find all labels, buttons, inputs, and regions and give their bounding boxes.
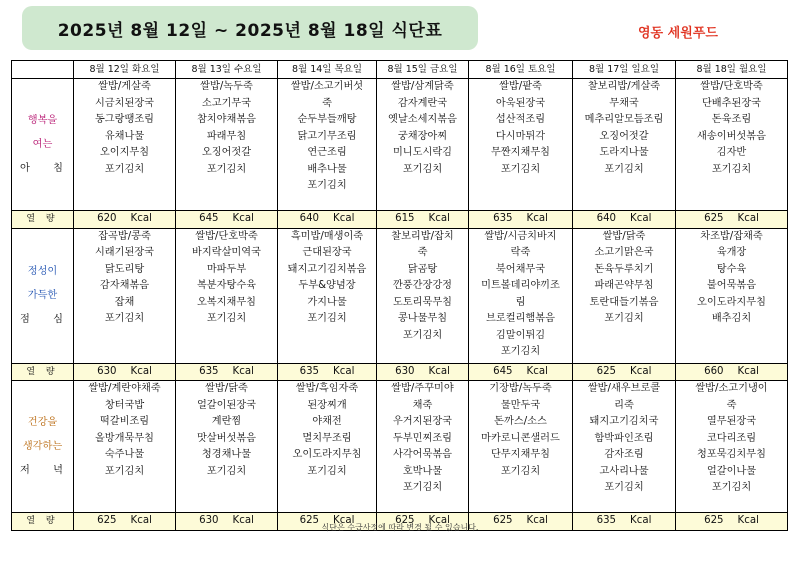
menu-cell	[573, 79, 676, 211]
kcal-unit: Kcal	[737, 365, 759, 377]
meal-row	[12, 79, 788, 211]
menu-item: 깐풍간장강정	[392, 280, 453, 291]
kcal-value: 635	[199, 365, 219, 377]
menu-table	[11, 60, 788, 531]
kcal-unit: Kcal	[130, 515, 152, 526]
menu-item: 닭곰탕	[407, 263, 438, 275]
menu-item: 죽	[417, 247, 428, 258]
menu-item: 계란찜	[211, 416, 242, 427]
meal-label-line: 행복을	[27, 114, 58, 126]
menu-item: 마카로니콘샐러드	[481, 432, 560, 444]
menu-item: 무짠지채무침	[490, 147, 551, 158]
menu-item: 채죽	[412, 399, 433, 411]
menu-cell	[676, 381, 788, 513]
menu-item: 배추김치	[711, 313, 752, 324]
kcal-value: 640	[299, 213, 320, 224]
kcal-value: 615	[395, 213, 415, 224]
kcal-unit: Kcal	[232, 515, 254, 526]
kcal-value: 625	[299, 515, 320, 526]
menu-item: 함박파인조림	[594, 432, 654, 444]
menu-item: 육개장	[716, 247, 747, 258]
menu-item: 새송이버섯볶음	[697, 130, 766, 142]
menu-item: 쌀밥/계란야채죽	[88, 383, 161, 394]
kcal-value: 640	[596, 213, 617, 224]
menu-item: 락죽	[510, 247, 531, 258]
kcal-value: 635	[493, 213, 513, 224]
menu-item: 동그랑땡조림	[94, 114, 155, 125]
kcal-value: 625	[395, 515, 415, 526]
menu-item: 감자계란국	[397, 97, 448, 109]
menu-item: 잡곡밥/콩죽	[98, 230, 151, 242]
day-header: 8월 15일 금요일	[377, 61, 469, 79]
menu-item: 쌀밥/팥죽	[499, 81, 542, 92]
menu-item: 단배추된장국	[701, 97, 762, 109]
menu-item: 림	[515, 296, 526, 308]
menu-item: 오이도라지무침	[292, 449, 362, 460]
kcal-cell	[176, 363, 278, 381]
menu-item: 두부민찌조림	[392, 432, 453, 444]
kcal-unit: Kcal	[333, 365, 355, 377]
meal-label-line: 건강을	[27, 416, 58, 428]
menu-item: 포기김치	[206, 465, 247, 477]
kcal-unit: Kcal	[737, 515, 759, 526]
menu-item: 포기김치	[104, 465, 145, 477]
menu-cell	[377, 381, 469, 513]
menu-item: 참치야채볶음	[196, 114, 257, 125]
menu-item: 물만두국	[500, 399, 541, 411]
menu-item: 찰보리밥/게살죽	[587, 81, 661, 92]
menu-item: 찰보리밥/잡치	[391, 230, 454, 242]
menu-item: 옛날소세지볶음	[388, 114, 457, 125]
kcal-unit: Kcal	[130, 365, 152, 377]
kcal-value: 625	[704, 515, 724, 526]
menu-item: 포기김치	[500, 465, 541, 477]
menu-item: 포기김치	[604, 313, 644, 324]
menu-item: 유채나물	[104, 130, 145, 142]
kcal-value: 630	[97, 365, 117, 377]
menu-item: 미트볼데리야끼조	[481, 280, 560, 291]
menu-item: 쌀밥/닭죽	[602, 230, 646, 242]
menu-item: 죽	[726, 399, 737, 411]
menu-cell	[573, 381, 676, 513]
day-header: 8월 17일 일요일	[573, 61, 676, 79]
menu-item: 야채전	[312, 416, 342, 427]
menu-item: 호박나물	[402, 465, 443, 477]
kcal-cell	[469, 363, 573, 381]
kcal-cell	[176, 211, 278, 229]
menu-item: 바지락살미역국	[192, 247, 261, 258]
kcal-unit: Kcal	[333, 515, 355, 526]
menu-cell	[573, 228, 676, 363]
kcal-label: 열 량	[12, 513, 74, 531]
corner-cell	[12, 61, 74, 79]
menu-item: 오징어젓갈	[599, 130, 649, 142]
menu-cell	[176, 381, 278, 513]
kcal-value: 625	[704, 213, 724, 224]
menu-item: 돼지고기김치볶음	[287, 263, 367, 275]
meal-label	[12, 381, 74, 513]
kcal-value: 620	[97, 213, 117, 224]
kcal-unit: Kcal	[130, 213, 152, 224]
menu-item: 쌀밥/단호박죽	[195, 230, 258, 242]
kcal-cell	[377, 363, 469, 381]
menu-item: 얼갈이된장국	[196, 399, 257, 411]
menu-item: 토란대들기볶음	[589, 296, 659, 308]
menu-item: 쌀밥/단호박죽	[700, 81, 763, 92]
menu-cell	[278, 381, 377, 513]
menu-item: 포기김치	[402, 329, 443, 341]
kcal-cell	[573, 211, 676, 229]
kcal-unit: Kcal	[232, 213, 254, 224]
menu-item: 우거지된장국	[392, 416, 453, 427]
menu-item: 연근조림	[307, 147, 347, 158]
kcal-value: 635	[596, 515, 617, 526]
menu-item: 브로컬리햄볶음	[486, 313, 555, 324]
menu-item: 닭고기무조림	[297, 130, 357, 142]
menu-item: 메추리알모듬조림	[584, 114, 664, 125]
menu-item: 아욱된장국	[495, 97, 546, 109]
menu-item: 기장밥/녹두죽	[489, 383, 552, 394]
menu-item: 흑미밥/매생이죽	[290, 230, 364, 242]
menu-item: 배추나물	[307, 163, 347, 175]
menu-item: 소고기무국	[201, 97, 252, 109]
kcal-value: 660	[704, 365, 724, 377]
kcal-unit: Kcal	[630, 515, 652, 526]
menu-item: 포기김치	[206, 313, 247, 324]
menu-item: 떡갈비조림	[99, 416, 150, 427]
footnote: 식단은 수급사정에 따라 변경 될 수 있습니다.	[321, 523, 479, 532]
meal-label-line: 가득한	[27, 289, 58, 301]
kcal-cell	[469, 211, 573, 229]
menu-cell	[74, 228, 176, 363]
menu-item: 김말이튀김	[495, 329, 546, 341]
meal-label-line: 아 침	[20, 162, 73, 174]
kcal-label: 열 량	[12, 211, 74, 229]
menu-item: 청포묵김치무침	[697, 449, 766, 460]
menu-item: 포기김치	[402, 163, 443, 175]
menu-item: 포기김치	[206, 163, 247, 175]
menu-item: 콩나물무침	[397, 313, 448, 324]
menu-cell	[278, 228, 377, 363]
menu-item: 숙주나물	[104, 449, 145, 460]
menu-item: 포기김치	[307, 465, 347, 477]
menu-cell	[278, 79, 377, 211]
menu-item: 올방개묵무침	[94, 432, 155, 444]
menu-item: 포기김치	[402, 482, 443, 493]
kcal-cell	[74, 211, 176, 229]
menu-cell	[74, 381, 176, 513]
menu-item: 소고기맑은국	[594, 247, 654, 258]
menu-item: 쌀밥/소고기냉이	[695, 383, 768, 394]
day-header: 8월 14일 목요일	[278, 61, 377, 79]
meal-label	[12, 228, 74, 363]
meal-label-line: 여는	[32, 138, 53, 150]
kcal-cell	[278, 363, 377, 381]
menu-item: 포기김치	[500, 163, 541, 175]
menu-item: 쌀밥/녹두죽	[200, 81, 253, 92]
kcal-label: 열 량	[12, 363, 74, 381]
menu-item: 김자반	[716, 147, 747, 158]
menu-item: 얼갈이나물	[706, 465, 757, 477]
kcal-value: 625	[493, 515, 513, 526]
menu-item: 북어채무국	[495, 263, 546, 275]
menu-item: 다시마튀각	[495, 130, 546, 142]
menu-item: 마파두부	[206, 263, 247, 275]
kcal-unit: Kcal	[428, 365, 450, 377]
day-header: 8월 13일 수요일	[176, 61, 278, 79]
menu-item: 포기김치	[307, 180, 347, 191]
menu-item: 도라지나물	[599, 147, 649, 158]
kcal-value: 645	[199, 213, 219, 224]
menu-item: 된장찌개	[307, 399, 347, 411]
menu-item: 도토리묵무침	[392, 296, 453, 308]
menu-item: 가지나물	[307, 296, 347, 308]
menu-item: 돈까스/소스	[494, 416, 547, 427]
menu-item: 포기김치	[604, 482, 644, 493]
day-header: 8월 18일 월요일	[676, 61, 788, 79]
menu-item: 포기김치	[711, 482, 752, 493]
menu-item: 리죽	[614, 399, 634, 411]
menu-item: 무채국	[609, 97, 639, 109]
menu-cell	[469, 79, 573, 211]
menu-item: 고사리나물	[599, 465, 649, 477]
kcal-cell	[573, 363, 676, 381]
menu-cell	[676, 79, 788, 211]
day-header: 8월 16일 토요일	[469, 61, 573, 79]
menu-item: 돈육조림	[711, 114, 752, 125]
menu-item: 사각어묵볶음	[392, 449, 453, 460]
kcal-value: 630	[395, 365, 415, 377]
menu-item: 쌀밥/흑임자죽	[295, 383, 359, 394]
day-header: 8월 12일 화요일	[74, 61, 176, 79]
menu-item: 궁채장아찌	[397, 130, 448, 142]
menu-item: 열무된장국	[706, 416, 757, 427]
menu-item: 오징어젓갈	[201, 147, 252, 158]
menu-item: 단무지채무침	[490, 449, 551, 460]
menu-item: 포기김치	[104, 313, 145, 324]
menu-item: 포기김치	[711, 163, 752, 175]
menu-item: 근대된장국	[302, 247, 352, 258]
menu-cell	[176, 228, 278, 363]
menu-item: 잡채	[114, 296, 135, 308]
menu-item: 쌀밥/닭죽	[205, 383, 248, 394]
kcal-unit: Kcal	[526, 515, 548, 526]
kcal-unit: Kcal	[428, 213, 450, 224]
kcal-unit: Kcal	[428, 515, 450, 526]
kcal-value: 645	[493, 365, 513, 377]
menu-item: 감자채볶음	[99, 280, 150, 291]
menu-item: 포기김치	[104, 163, 145, 175]
menu-cell	[377, 79, 469, 211]
kcal-unit: Kcal	[333, 213, 355, 224]
menu-cell	[176, 79, 278, 211]
menu-item: 쌀밥/삼계닭죽	[391, 81, 454, 92]
kcal-cell	[676, 363, 788, 381]
menu-item: 오복지채무침	[196, 296, 257, 308]
menu-item: 탕수육	[716, 263, 747, 275]
menu-cell	[469, 228, 573, 363]
menu-cell	[469, 381, 573, 513]
menu-item: 돈육두루치기	[594, 263, 654, 275]
menu-item: 쌀밥/시금치바지	[484, 230, 557, 242]
page-title: 2025년 8월 12일 ~ 2025년 8월 18일 식단표	[22, 6, 478, 50]
menu-item: 코다리조림	[706, 432, 757, 444]
kcal-value: 625	[97, 515, 117, 526]
menu-item: 쌀밥/소고기버섯	[290, 81, 364, 92]
kcal-row	[12, 211, 788, 229]
menu-item: 순두부들깨탕	[297, 114, 357, 125]
meal-label	[12, 79, 74, 211]
menu-item: 오이지무침	[99, 147, 150, 158]
menu-item: 불어묵볶음	[706, 280, 757, 291]
kcal-unit: Kcal	[737, 213, 759, 224]
kcal-cell	[676, 211, 788, 229]
menu-item: 파래무침	[206, 130, 247, 142]
kcal-unit: Kcal	[232, 365, 254, 377]
kcal-row	[12, 363, 788, 381]
menu-item: 복분자탕수육	[196, 280, 257, 291]
menu-item: 시래기된장국	[94, 247, 155, 258]
meal-label-line: 점 심	[20, 313, 73, 325]
meal-row	[12, 228, 788, 363]
menu-item: 미니도시락김	[392, 147, 453, 158]
meal-label-line: 저 녁	[20, 464, 73, 476]
menu-item: 두부&양념장	[298, 280, 356, 291]
menu-item: 돼지고기김치국	[589, 416, 659, 427]
kcal-unit: Kcal	[526, 213, 548, 224]
menu-cell	[377, 228, 469, 363]
menu-item: 맛살버섯볶음	[196, 432, 257, 444]
menu-item: 차조밥/잡채죽	[700, 230, 763, 242]
menu-item: 닭도리탕	[104, 263, 145, 275]
kcal-unit: Kcal	[630, 365, 652, 377]
menu-item: 멸치무조림	[302, 432, 352, 444]
menu-item: 오이도라지무침	[697, 296, 766, 308]
kcal-value: 625	[596, 365, 617, 377]
meal-label-line: 생각하는	[22, 440, 63, 452]
brand-name: 영동 세원푸드	[638, 26, 718, 41]
day-header-row	[12, 61, 788, 79]
menu-cell	[74, 79, 176, 211]
menu-item: 청경채나물	[201, 449, 252, 460]
menu-item: 파래곤약무침	[594, 280, 654, 291]
menu-item: 시금치된장국	[94, 97, 155, 109]
menu-item: 섭산적조림	[495, 114, 546, 125]
menu-cell	[676, 228, 788, 363]
kcal-cell	[278, 211, 377, 229]
menu-item: 쌀밥/새우브로콜	[587, 383, 661, 394]
kcal-unit: Kcal	[526, 365, 548, 377]
kcal-unit: Kcal	[630, 213, 652, 224]
menu-item: 죽	[322, 97, 332, 109]
menu-item: 쌀밥/주꾸미야	[391, 383, 454, 394]
menu-item: 포기김치	[604, 163, 644, 175]
menu-item: 포기김치	[307, 313, 347, 324]
menu-item: 쌀밥/게살죽	[98, 81, 151, 92]
menu-item: 감자조림	[604, 449, 644, 460]
kcal-cell	[377, 211, 469, 229]
menu-item: 창터국밥	[104, 399, 145, 411]
menu-item: 포기김치	[500, 346, 541, 357]
meal-row	[12, 381, 788, 513]
meal-label-line: 정성이	[27, 265, 58, 277]
kcal-value: 635	[299, 365, 320, 377]
kcal-value: 630	[199, 515, 219, 526]
kcal-cell	[74, 363, 176, 381]
